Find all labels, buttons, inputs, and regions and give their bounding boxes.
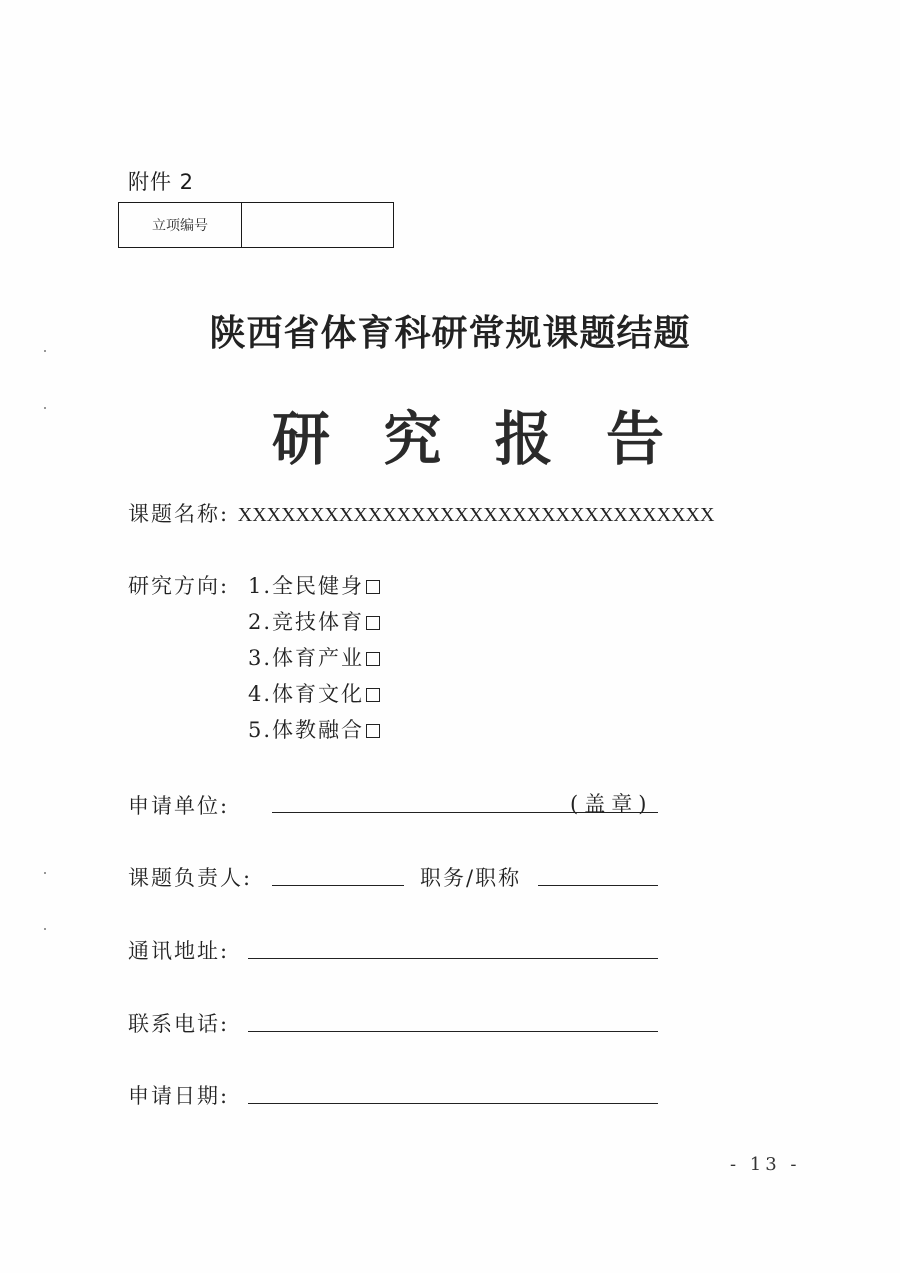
checkbox[interactable] xyxy=(366,688,380,702)
document-subtitle xyxy=(268,392,668,476)
checkbox[interactable] xyxy=(366,724,380,738)
project-number-table xyxy=(118,202,394,248)
direction-option-label: 5.体教融合 xyxy=(248,718,365,742)
subtitle-char: 告 xyxy=(605,405,664,473)
direction-option-label: 1.全民健身 xyxy=(248,574,365,598)
leader-label: 课题负责人: xyxy=(128,866,253,890)
direction-option-label: 4.体育文化 xyxy=(248,682,365,706)
position-row xyxy=(420,862,521,892)
phone-field[interactable] xyxy=(248,1031,658,1032)
applicant-unit-label: 申请单位: xyxy=(128,794,230,818)
checkbox[interactable] xyxy=(366,616,380,630)
direction-option-label: 2.竞技体育 xyxy=(248,610,365,634)
project-number-field[interactable] xyxy=(242,203,393,247)
phone-label: 联系电话: xyxy=(128,1012,230,1036)
address-row xyxy=(128,935,229,965)
date-row xyxy=(128,1080,229,1110)
phone-row xyxy=(128,1008,229,1038)
direction-label: 研究方向: xyxy=(128,574,230,598)
scan-speck xyxy=(44,928,46,930)
date-label: 申请日期: xyxy=(128,1084,230,1108)
direction-option[interactable] xyxy=(248,570,380,600)
attachment-label: 附件 2 xyxy=(128,170,195,194)
topic-label: 课题名称: xyxy=(128,502,230,526)
checkbox[interactable] xyxy=(366,652,380,666)
position-field[interactable] xyxy=(538,885,658,886)
document-title: 陕西省体育科研常规课题结题 xyxy=(209,313,691,354)
direction-option[interactable] xyxy=(248,606,380,636)
direction-option[interactable] xyxy=(248,642,380,672)
address-label: 通讯地址: xyxy=(128,939,230,963)
project-number-label: 立项编号 xyxy=(119,203,242,247)
direction-option[interactable] xyxy=(248,678,380,708)
subtitle-char: 报 xyxy=(494,405,553,473)
topic-value[interactable]: XXXXXXXXXXXXXXXXXXXXXXXXXXXXXXXXX xyxy=(237,504,715,526)
date-field[interactable] xyxy=(248,1103,658,1104)
leader-row xyxy=(128,862,252,892)
checkbox[interactable] xyxy=(366,580,380,594)
applicant-unit-row xyxy=(128,790,229,820)
subtitle-char: 研 xyxy=(271,405,330,473)
page-number: - 13 - xyxy=(730,1154,801,1175)
position-label: 职务/职称 xyxy=(420,866,522,890)
scan-speck xyxy=(44,407,46,409)
leader-field[interactable] xyxy=(272,885,404,886)
direction-option[interactable] xyxy=(248,714,380,744)
topic-row xyxy=(128,498,714,528)
direction-option-label: 3.体育产业 xyxy=(248,646,365,670)
seal-note: (盖章) xyxy=(570,792,653,816)
scan-speck xyxy=(44,872,46,874)
address-field[interactable] xyxy=(248,958,658,959)
direction-row xyxy=(128,570,229,600)
subtitle-char: 究 xyxy=(383,405,442,473)
